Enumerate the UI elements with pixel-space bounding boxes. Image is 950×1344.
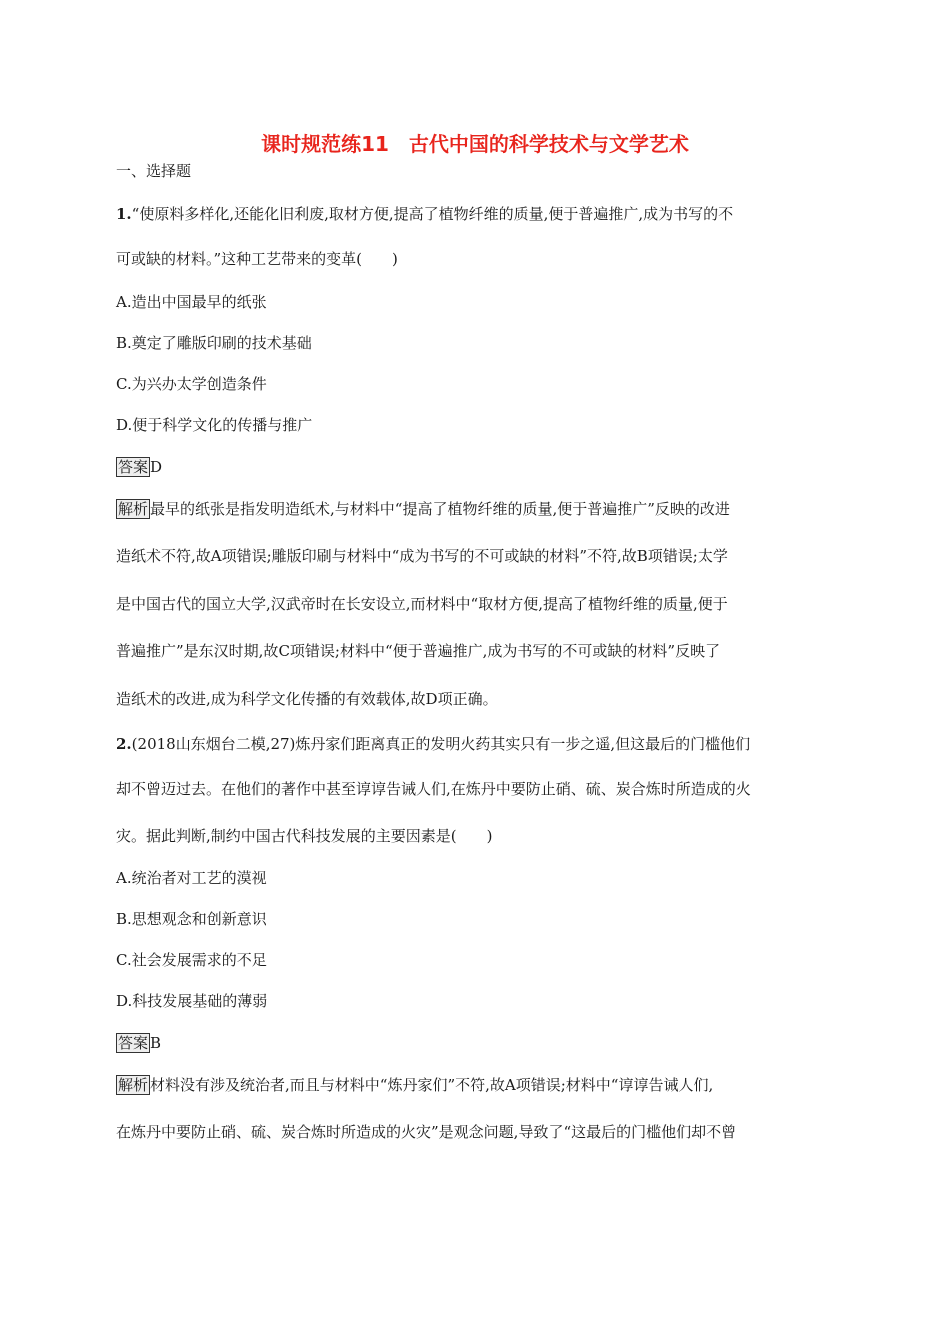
q2-analysis-text-1: 材料没有涉及统治者,而且与材料中“炼丹家们”不符,故A项错误;材料中“谆谆告诫人们,: [150, 1076, 714, 1094]
analysis-label: 解析: [118, 1076, 149, 1094]
q2-analysis-line-1: [116, 1075, 836, 1095]
q2-stem-line-1: [116, 734, 836, 754]
answer-label: 答案: [118, 458, 149, 476]
q1-stem-text-1: “使原料多样化,还能化旧利废,取材方便,提高了植物纤维的质量,便于普遍推广,成为书写的不: [131, 205, 734, 223]
q1-stem-line-1: [116, 204, 836, 224]
q1-answer-value: D: [150, 458, 163, 476]
q2-option-a: A.统治者对工艺的漠视: [116, 869, 267, 887]
q2-stem-line-3: 灾。据此判断,制约中国古代科技发展的主要因素是( ): [116, 827, 493, 845]
q1-option-d: D.便于科学文化的传播与推广: [116, 416, 313, 434]
q1-stem-line-2: 可或缺的材料。”这种工艺带来的变革( ): [116, 250, 398, 268]
q2-stem-line-2: 却不曾迈过去。在他们的著作中甚至谆谆告诫人们,在炼丹中要防止硝、硫、炭合炼时所造成的火: [116, 780, 751, 798]
q1-analysis-text-1: 最早的纸张是指发明造纸术,与材料中“提高了植物纤维的质量,便于普遍推广”反映的改进: [150, 500, 730, 518]
q1-analysis-line-3: 是中国古代的国立大学,汉武帝时在长安设立,而材料中“取材方便,提高了植物纤维的质量,便于: [116, 595, 728, 613]
section-heading: 一、选择题: [116, 162, 192, 180]
q2-option-d: D.科技发展基础的薄弱: [116, 992, 268, 1010]
q1-analysis-line-4: 普遍推广”是东汉时期,故C项错误;材料中“便于普遍推广,成为书写的不可或缺的材料”反映了: [116, 642, 721, 660]
q2-answer-value: B: [150, 1034, 162, 1052]
answer-label: 答案: [118, 1034, 149, 1052]
q2-number: 2.: [116, 735, 132, 753]
q1-number: 1.: [116, 205, 132, 223]
q1-analysis-line-1: [116, 499, 836, 519]
q1-answer: [116, 457, 836, 477]
q2-answer: [116, 1033, 836, 1053]
q1-option-c: C.为兴办太学创造条件: [116, 375, 267, 393]
q2-option-c: C.社会发展需求的不足: [116, 951, 267, 969]
q1-analysis-line-5: 造纸术的改进,成为科学文化传播的有效载体,故D项正确。: [116, 690, 498, 708]
page-title: 课时规范练11 古代中国的科学技术与文学艺术: [261, 132, 689, 156]
q1-analysis-line-2: 造纸术不符,故A项错误;雕版印刷与材料中“成为书写的不可或缺的材料”不符,故B项错误;太学: [116, 547, 728, 565]
q2-analysis-line-2: 在炼丹中要防止硝、硫、炭合炼时所造成的火灾”是观念问题,导致了“这最后的门槛他们却不曾: [116, 1123, 737, 1141]
analysis-label: 解析: [118, 500, 149, 518]
q1-option-a: A.造出中国最早的纸张: [116, 293, 267, 311]
q2-stem-text-1: (2018山东烟台二模,27)炼丹家们距离真正的发明火药其实只有一步之遥,但这最后的门槛他们: [131, 735, 751, 753]
q2-option-b: B.思想观念和创新意识: [116, 910, 267, 928]
q1-option-b: B.奠定了雕版印刷的技术基础: [116, 334, 312, 352]
